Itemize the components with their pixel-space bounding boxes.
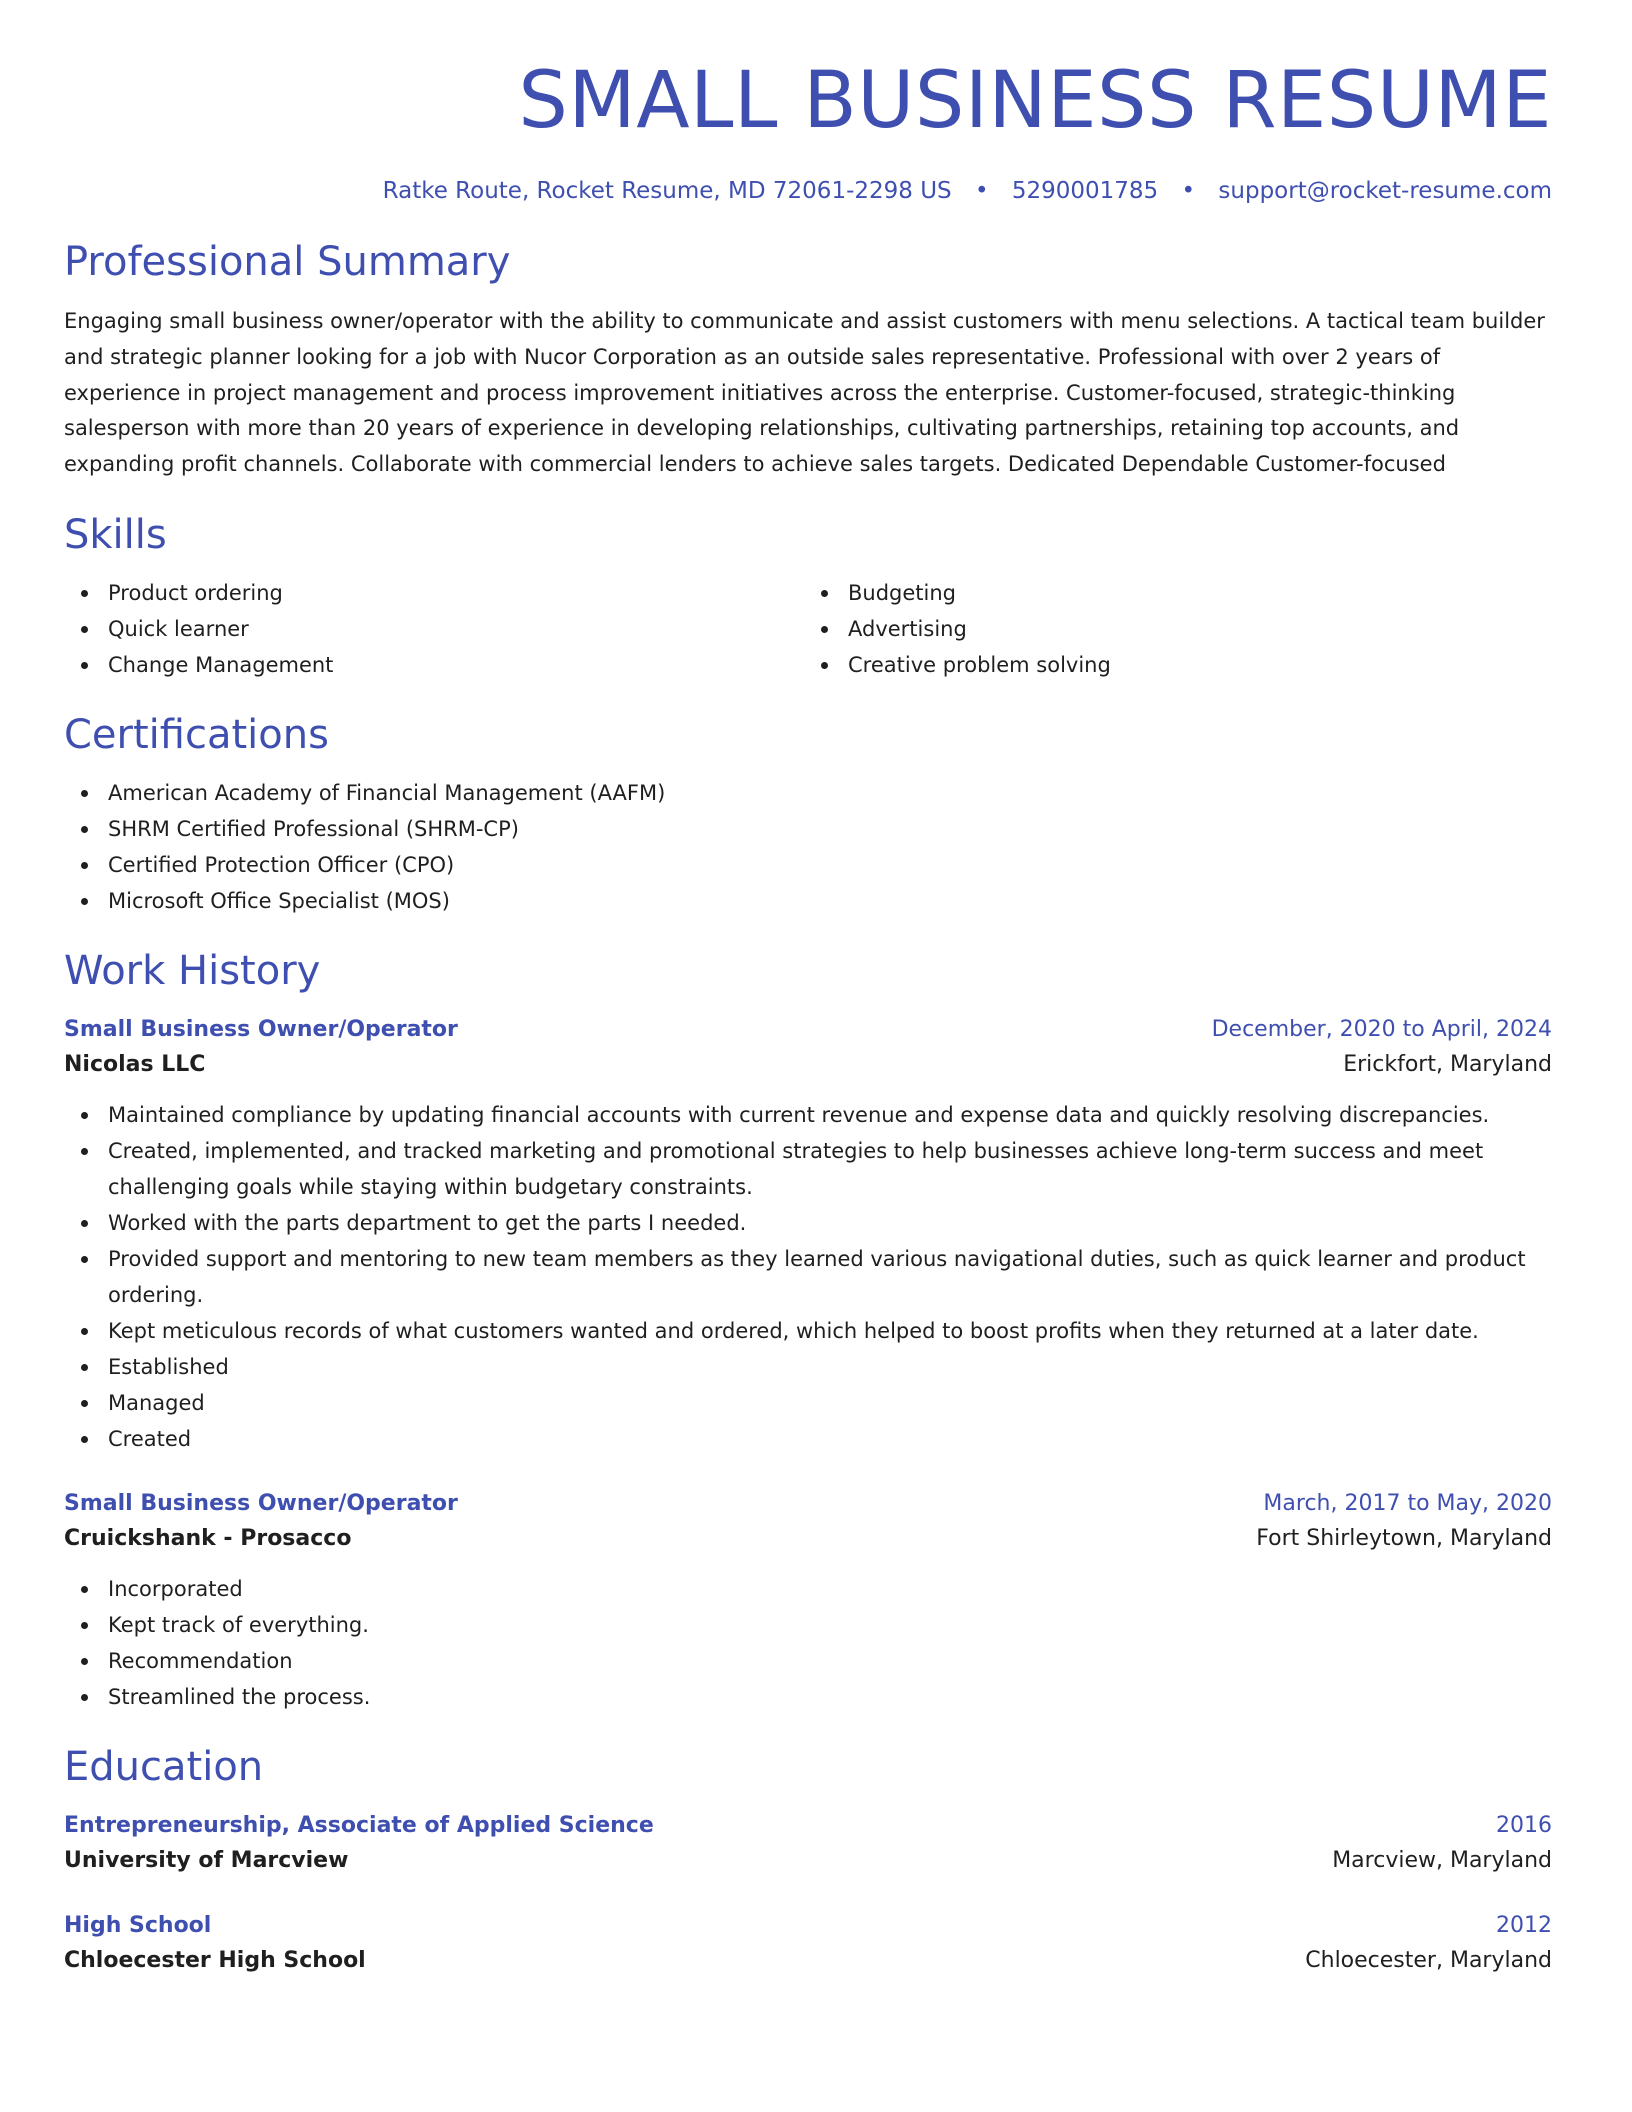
job-bullets <box>64 1097 1552 1457</box>
job-bullet: Kept track of everything. <box>108 1607 1552 1643</box>
resume-title: SMALL BUSINESS RESUME <box>518 56 1552 146</box>
certification-item: Certified Protection Officer (CPO) <box>108 847 1552 883</box>
job-bullet: Managed <box>108 1385 1552 1421</box>
job-bullets <box>64 1571 1552 1715</box>
work-history-heading: Work History <box>64 947 321 994</box>
skill-item: Change Management <box>108 647 804 683</box>
skills-column-right <box>804 575 1544 683</box>
skill-item: Creative problem solving <box>848 647 1544 683</box>
education-school-row <box>64 1943 1552 1979</box>
job-location: Fort Shirleytown, Maryland <box>1256 1525 1552 1551</box>
job-company: Nicolas LLC <box>64 1051 206 1077</box>
contact-email: support@rocket-resume.com <box>1218 178 1552 204</box>
certifications-list <box>64 775 1552 919</box>
skills-heading: Skills <box>64 511 167 558</box>
skill-item: Product ordering <box>108 575 804 611</box>
skill-item: Budgeting <box>848 575 1544 611</box>
education-school-row <box>64 1843 1552 1879</box>
skill-item: Quick learner <box>108 611 804 647</box>
job-company-row <box>64 1521 1552 1557</box>
job-entry <box>64 1487 1552 1715</box>
contact-separator: • <box>974 178 989 204</box>
summary-text: Engaging small business owner/operator with the ability to communicate and assist customers with menu selections. A tactical team builder and strategic planner looking for a job with Nucor Corporation as an outside sales representative. Professional with over 2 years of experience in project management and process improvement initiatives across the enterprise. Customer-focused, strategic-thinking salesperson with more than 20 years of experience in developing relationships, cultivating partnerships, retaining top accounts, and expanding profit channels. Collaborate with commercial lenders to achieve sales targets. Dedicated Dependable Customer-focused <box>64 309 1545 477</box>
education-location: Marcview, Maryland <box>1332 1847 1552 1873</box>
certifications-heading: Certifications <box>64 711 329 758</box>
contact-phone: 5290001785 <box>1011 178 1159 204</box>
job-title: Small Business Owner/Operator <box>64 1490 458 1516</box>
job-bullet: Incorporated <box>108 1571 1552 1607</box>
skills-grid <box>64 575 1552 683</box>
job-company-row <box>64 1047 1552 1083</box>
contact-address: Ratke Route, Rocket Resume, MD 72061-2298 US <box>382 178 952 204</box>
contact-separator: • <box>1181 178 1196 204</box>
job-dates: March, 2017 to May, 2020 <box>1263 1490 1552 1516</box>
education-location: Chloecester, Maryland <box>1305 1947 1552 1973</box>
job-company: Cruickshank - Prosacco <box>64 1525 352 1551</box>
job-header-row <box>64 1487 1552 1521</box>
job-bullet: Streamlined the process. <box>108 1679 1552 1715</box>
skills-list-left <box>64 575 804 683</box>
job-dates: December, 2020 to April, 2024 <box>1211 1016 1552 1042</box>
job-bullet: Maintained compliance by updating financial accounts with current revenue and expense data and quickly resolving discrepancies. <box>108 1097 1552 1133</box>
job-bullet: Created, implemented, and tracked marketing and promotional strategies to help businesses achieve long-term success and meet challenging goals while staying within budgetary constraints. <box>108 1133 1552 1205</box>
education-degree: High School <box>64 1912 212 1938</box>
job-bullet: Recommendation <box>108 1643 1552 1679</box>
education-year: 2012 <box>1496 1912 1552 1938</box>
education-header-row <box>64 1909 1552 1943</box>
education-school: University of Marcview <box>64 1847 349 1873</box>
education-entry <box>64 1809 1552 1879</box>
skills-column-left <box>64 575 804 683</box>
education-header-row <box>64 1809 1552 1843</box>
certification-item: SHRM Certified Professional (SHRM-CP) <box>108 811 1552 847</box>
contact-line <box>64 174 1552 208</box>
certification-item: Microsoft Office Specialist (MOS) <box>108 883 1552 919</box>
job-bullet: Provided support and mentoring to new team members as they learned various navigational duties, such as quick learner and product ordering. <box>108 1241 1552 1313</box>
skill-item: Advertising <box>848 611 1544 647</box>
job-entry <box>64 1013 1552 1457</box>
summary-heading: Professional Summary <box>64 239 511 285</box>
job-bullet: Kept meticulous records of what customers wanted and ordered, which helped to boost profits when they returned at a later date. <box>108 1313 1552 1349</box>
education-year: 2016 <box>1496 1812 1552 1838</box>
education-entry <box>64 1909 1552 1979</box>
job-header-row <box>64 1013 1552 1047</box>
job-title: Small Business Owner/Operator <box>64 1016 458 1042</box>
job-bullet: Created <box>108 1421 1552 1457</box>
job-bullet: Established <box>108 1349 1552 1385</box>
skills-list-right <box>804 575 1544 683</box>
education-school: Chloecester High School <box>64 1947 366 1973</box>
job-bullet: Worked with the parts department to get the parts I needed. <box>108 1205 1552 1241</box>
certification-item: American Academy of Financial Management (AAFM) <box>108 775 1552 811</box>
education-heading: Education <box>64 1743 264 1790</box>
education-degree: Entrepreneurship, Associate of Applied Science <box>64 1812 654 1838</box>
job-location: Erickfort, Maryland <box>1343 1051 1552 1077</box>
